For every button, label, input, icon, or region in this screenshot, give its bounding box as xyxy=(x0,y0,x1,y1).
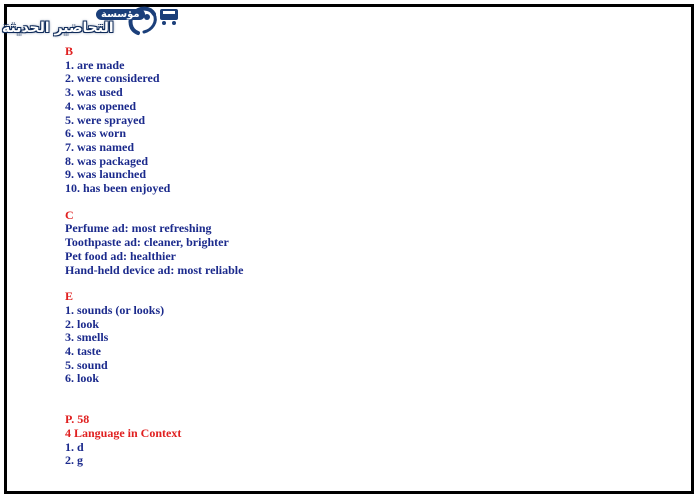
answer-line: 2. were considered xyxy=(65,71,160,86)
section-subheading: 4 Language in Context xyxy=(65,425,182,440)
answer-line: 1. sounds (or looks) xyxy=(65,302,165,317)
section-heading: C xyxy=(65,207,74,222)
section-e xyxy=(65,290,243,386)
page-reference: P. 58 xyxy=(65,412,90,427)
section-b xyxy=(65,45,243,196)
answer-line: 6. was worn xyxy=(65,126,127,141)
section-heading: E xyxy=(65,289,74,304)
answer-line: Hand-held device ad: most reliable xyxy=(65,262,244,277)
answer-line: Perfume ad: most refreshing xyxy=(65,221,212,236)
spacer xyxy=(65,196,243,209)
answer-line: 8. was packaged xyxy=(65,153,149,168)
answer-line: 10. has been enjoyed xyxy=(65,181,171,196)
answer-line: 4. was opened xyxy=(65,98,137,113)
answer-line: 3. smells xyxy=(65,330,109,345)
answer-line: 3. was used xyxy=(65,85,123,100)
section-heading: B xyxy=(65,44,74,58)
logo-main-text: التحاضير الحديثة xyxy=(2,20,114,36)
answer-line: 9. was launched xyxy=(65,167,147,182)
section-p58 xyxy=(65,413,243,468)
logo-small-text: مؤسسة xyxy=(96,9,145,20)
section-c xyxy=(65,209,243,278)
answer-line: 2. look xyxy=(65,316,100,331)
answer-line: 6. look xyxy=(65,371,100,386)
answer-line: Pet food ad: healthier xyxy=(65,248,176,263)
spacer xyxy=(65,277,243,290)
answer-line: 2. g xyxy=(65,453,83,468)
answer-line: 7. was named xyxy=(65,139,135,154)
publisher-logo xyxy=(0,2,190,42)
answer-line: Toothpaste ad: cleaner, brighter xyxy=(65,235,229,250)
answer-line: 1. are made xyxy=(65,57,125,72)
answer-line: 5. were sprayed xyxy=(65,112,146,127)
answer-line: 5. sound xyxy=(65,357,108,372)
answer-key xyxy=(65,45,243,468)
answer-line: 4. taste xyxy=(65,344,101,359)
spacer xyxy=(65,386,243,413)
answer-line: 1. d xyxy=(65,439,84,454)
